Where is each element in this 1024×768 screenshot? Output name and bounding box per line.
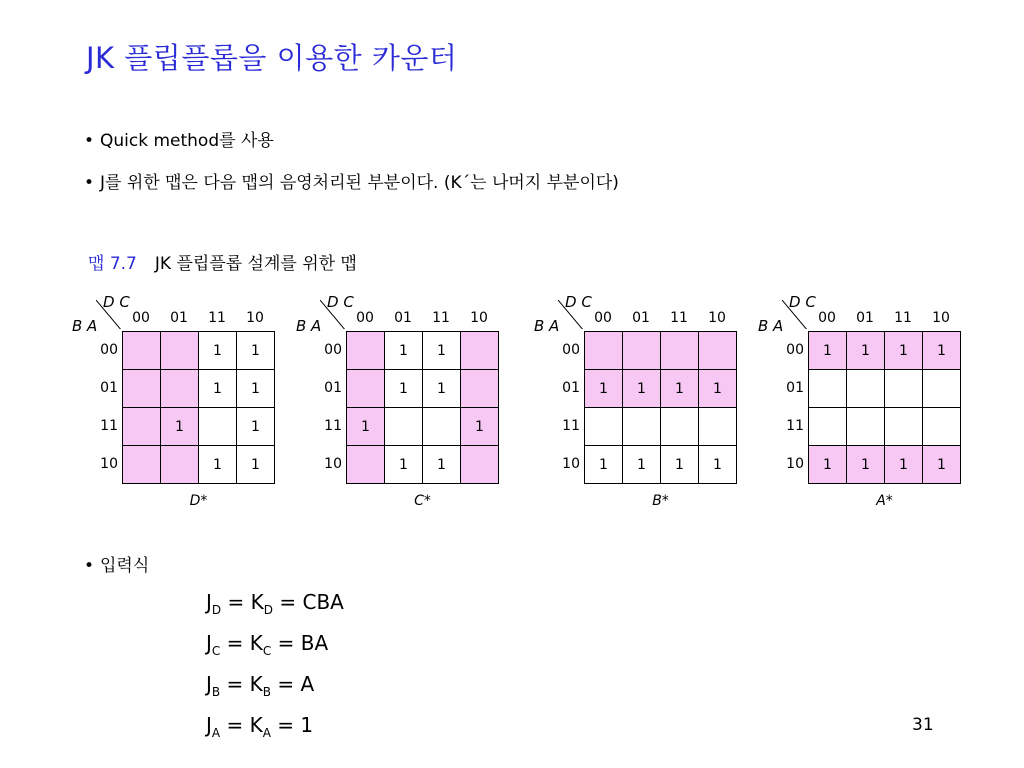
kmap-cell (385, 408, 423, 446)
kmap-cell: 1 (423, 332, 461, 370)
kmap-cell (123, 408, 161, 446)
equation-text: = CBA (273, 590, 344, 614)
bullet-text: Quick method를 사용 (100, 131, 274, 151)
kmap-column-variables: D C (103, 293, 130, 311)
kmap-corner-diagonal (320, 300, 346, 329)
kmap-cell: 1 (199, 446, 237, 484)
kmap-cell: 1 (885, 446, 923, 484)
equation-row (206, 668, 344, 709)
kmap-cell: 1 (585, 446, 623, 484)
equation-subscript: D (263, 603, 274, 617)
kmap-cell (661, 408, 699, 446)
kmap-cell: 1 (237, 408, 275, 446)
equation-text: K (249, 672, 263, 696)
caption-text: JK 플립플롭 설계를 위한 맵 (154, 254, 357, 274)
kmap-cell: 1 (847, 332, 885, 370)
kmap-row-label: 10 (100, 456, 118, 472)
equation-subscript: D (211, 603, 222, 617)
kmap-cell: 1 (809, 332, 847, 370)
equation-subscript: C (211, 644, 221, 658)
kmap-row-label: 01 (562, 380, 580, 396)
kmap-row-variables: B A (296, 317, 322, 335)
kmap-grid (584, 331, 737, 484)
kmap-cell: 1 (161, 408, 199, 446)
equation-subscript: A (211, 726, 221, 740)
equation-row (206, 627, 344, 668)
kmap-cell (699, 408, 737, 446)
kmap-row-label: 11 (786, 418, 804, 434)
kmap-cell (885, 370, 923, 408)
kmap-cell (123, 332, 161, 370)
equation-subscript: A (262, 726, 271, 740)
equation-text: = (220, 672, 250, 696)
kmap-cell: 1 (885, 332, 923, 370)
kmap-cell (423, 408, 461, 446)
equation-subscript: C (262, 644, 272, 658)
kmap-cell: 1 (237, 332, 275, 370)
equation-text: J (206, 713, 212, 737)
equation-text: = (220, 631, 250, 655)
kmap-cell (161, 370, 199, 408)
equation-row (206, 586, 344, 627)
equation-text: = (221, 590, 251, 614)
kmap-row-label: 10 (324, 456, 342, 472)
kmap-cell (923, 408, 961, 446)
kmap-cell (161, 446, 199, 484)
kmap-cell: 1 (585, 370, 623, 408)
equation-row (206, 709, 344, 750)
equation-text: J (206, 672, 212, 696)
kmap-column-label: 01 (394, 310, 412, 326)
kmap-c-star (296, 293, 506, 513)
kmap-grid (346, 331, 499, 484)
equation-text: K (249, 631, 263, 655)
kmap-cell: 1 (199, 332, 237, 370)
slide-title: JK 플립플롭을 이용한 카운터 (86, 41, 458, 75)
kmap-column-label: 00 (132, 310, 150, 326)
kmap-column-label: 10 (470, 310, 488, 326)
kmap-cell: 1 (237, 446, 275, 484)
bullet-dot: • (84, 173, 95, 193)
kmap-corner-diagonal (558, 300, 584, 329)
kmap-cell (585, 408, 623, 446)
kmap-corner-diagonal (782, 300, 808, 329)
kmap-cell (461, 446, 499, 484)
kmap-column-label: 10 (708, 310, 726, 326)
kmap-cell: 1 (661, 370, 699, 408)
kmap-row-label: 00 (786, 342, 804, 358)
kmap-row-label: 00 (100, 342, 118, 358)
kmap-corner-diagonal (96, 300, 122, 329)
kmap-column-label: 01 (632, 310, 650, 326)
kmap-cell (623, 332, 661, 370)
caption-number: 맵 7.7 (88, 254, 137, 274)
kmap-cell: 1 (623, 370, 661, 408)
kmap-d-star (72, 293, 282, 513)
kmap-cell: 1 (661, 446, 699, 484)
kmap-row-variables: B A (534, 317, 560, 335)
bullet-text: 입력식 (100, 556, 150, 576)
kmap-cell: 1 (385, 332, 423, 370)
kmap-grid (122, 331, 275, 484)
kmap-cell: 1 (699, 446, 737, 484)
kmap-row-variables: B A (758, 317, 784, 335)
kmap-output-label: B* (652, 493, 669, 509)
kmap-cell (809, 370, 847, 408)
kmap-cell (199, 408, 237, 446)
kmap-row-label: 01 (100, 380, 118, 396)
kmap-cell: 1 (923, 332, 961, 370)
kmap-output-label: C* (414, 493, 431, 509)
kmap-cell (347, 370, 385, 408)
kmap-b-star (534, 293, 744, 513)
kmap-cell: 1 (385, 446, 423, 484)
kmap-column-label: 11 (208, 310, 226, 326)
kmap-column-variables: D C (789, 293, 816, 311)
kmap-row-label: 00 (562, 342, 580, 358)
bullet-dot: • (84, 556, 95, 576)
kmap-column-label: 10 (246, 310, 264, 326)
equation-text: J (206, 590, 212, 614)
equation-text: = 1 (270, 713, 314, 737)
equation-text: K (249, 713, 263, 737)
kmap-row-label: 11 (324, 418, 342, 434)
kmap-column-label: 11 (432, 310, 450, 326)
bullet-text: J를 위한 맵은 다음 맵의 음영처리된 부분이다. (K´는 나머지 부분이다) (100, 173, 619, 193)
bullet-j-map (84, 168, 619, 193)
kmap-row-label: 01 (786, 380, 804, 396)
bullet-quick-method (84, 126, 274, 151)
kmap-cell (847, 408, 885, 446)
equation-list (206, 586, 344, 750)
kmap-cell: 1 (847, 446, 885, 484)
equation-subscript: B (262, 685, 271, 699)
kmap-column-label: 01 (170, 310, 188, 326)
kmap-cell: 1 (423, 446, 461, 484)
page-number: 31 (912, 715, 934, 735)
kmap-column-label: 00 (818, 310, 836, 326)
kmap-a-star (758, 293, 968, 513)
kmap-column-label: 00 (594, 310, 612, 326)
kmap-row-label: 11 (562, 418, 580, 434)
kmap-output-label: A* (876, 493, 893, 509)
kmap-cell (699, 332, 737, 370)
kmap-row-label: 00 (324, 342, 342, 358)
kmap-cell (161, 332, 199, 370)
figure-caption (88, 249, 357, 274)
equation-text: = (220, 713, 250, 737)
kmap-cell (461, 370, 499, 408)
kmap-column-label: 11 (894, 310, 912, 326)
equation-text: = A (270, 672, 315, 696)
kmap-cell: 1 (623, 446, 661, 484)
kmap-cell (923, 370, 961, 408)
equation-text: = BA (271, 631, 329, 655)
kmap-column-variables: D C (327, 293, 354, 311)
kmap-row-label: 11 (100, 418, 118, 434)
kmap-column-label: 11 (670, 310, 688, 326)
kmap-cell: 1 (809, 446, 847, 484)
equation-text: K (250, 590, 264, 614)
kmap-cell (661, 332, 699, 370)
kmap-row-variables: B A (72, 317, 98, 335)
kmap-cell (347, 332, 385, 370)
kmap-cell (123, 446, 161, 484)
kmap-cell: 1 (923, 446, 961, 484)
kmap-cell: 1 (461, 408, 499, 446)
kmap-cell (347, 446, 385, 484)
kmap-cell: 1 (699, 370, 737, 408)
kmap-output-label: D* (189, 493, 208, 509)
kmap-cell: 1 (347, 408, 385, 446)
kmap-grid (808, 331, 961, 484)
kmap-cell (885, 408, 923, 446)
equation-subscript: B (211, 685, 221, 699)
kmap-column-label: 00 (356, 310, 374, 326)
kmap-cell: 1 (385, 370, 423, 408)
kmap-cell: 1 (237, 370, 275, 408)
kmap-column-label: 01 (856, 310, 874, 326)
kmap-cell: 1 (199, 370, 237, 408)
kmap-column-variables: D C (565, 293, 592, 311)
kmap-cell: 1 (423, 370, 461, 408)
kmap-cell (123, 370, 161, 408)
kmap-column-label: 10 (932, 310, 950, 326)
kmap-cell (461, 332, 499, 370)
kmap-row-label: 10 (562, 456, 580, 472)
bullet-input-equations (84, 551, 149, 576)
kmap-cell (847, 370, 885, 408)
bullet-dot: • (84, 131, 95, 151)
kmap-row-label: 10 (786, 456, 804, 472)
kmap-cell (809, 408, 847, 446)
kmap-row-label: 01 (324, 380, 342, 396)
equation-text: J (206, 631, 212, 655)
kmap-cell (585, 332, 623, 370)
kmap-cell (623, 408, 661, 446)
